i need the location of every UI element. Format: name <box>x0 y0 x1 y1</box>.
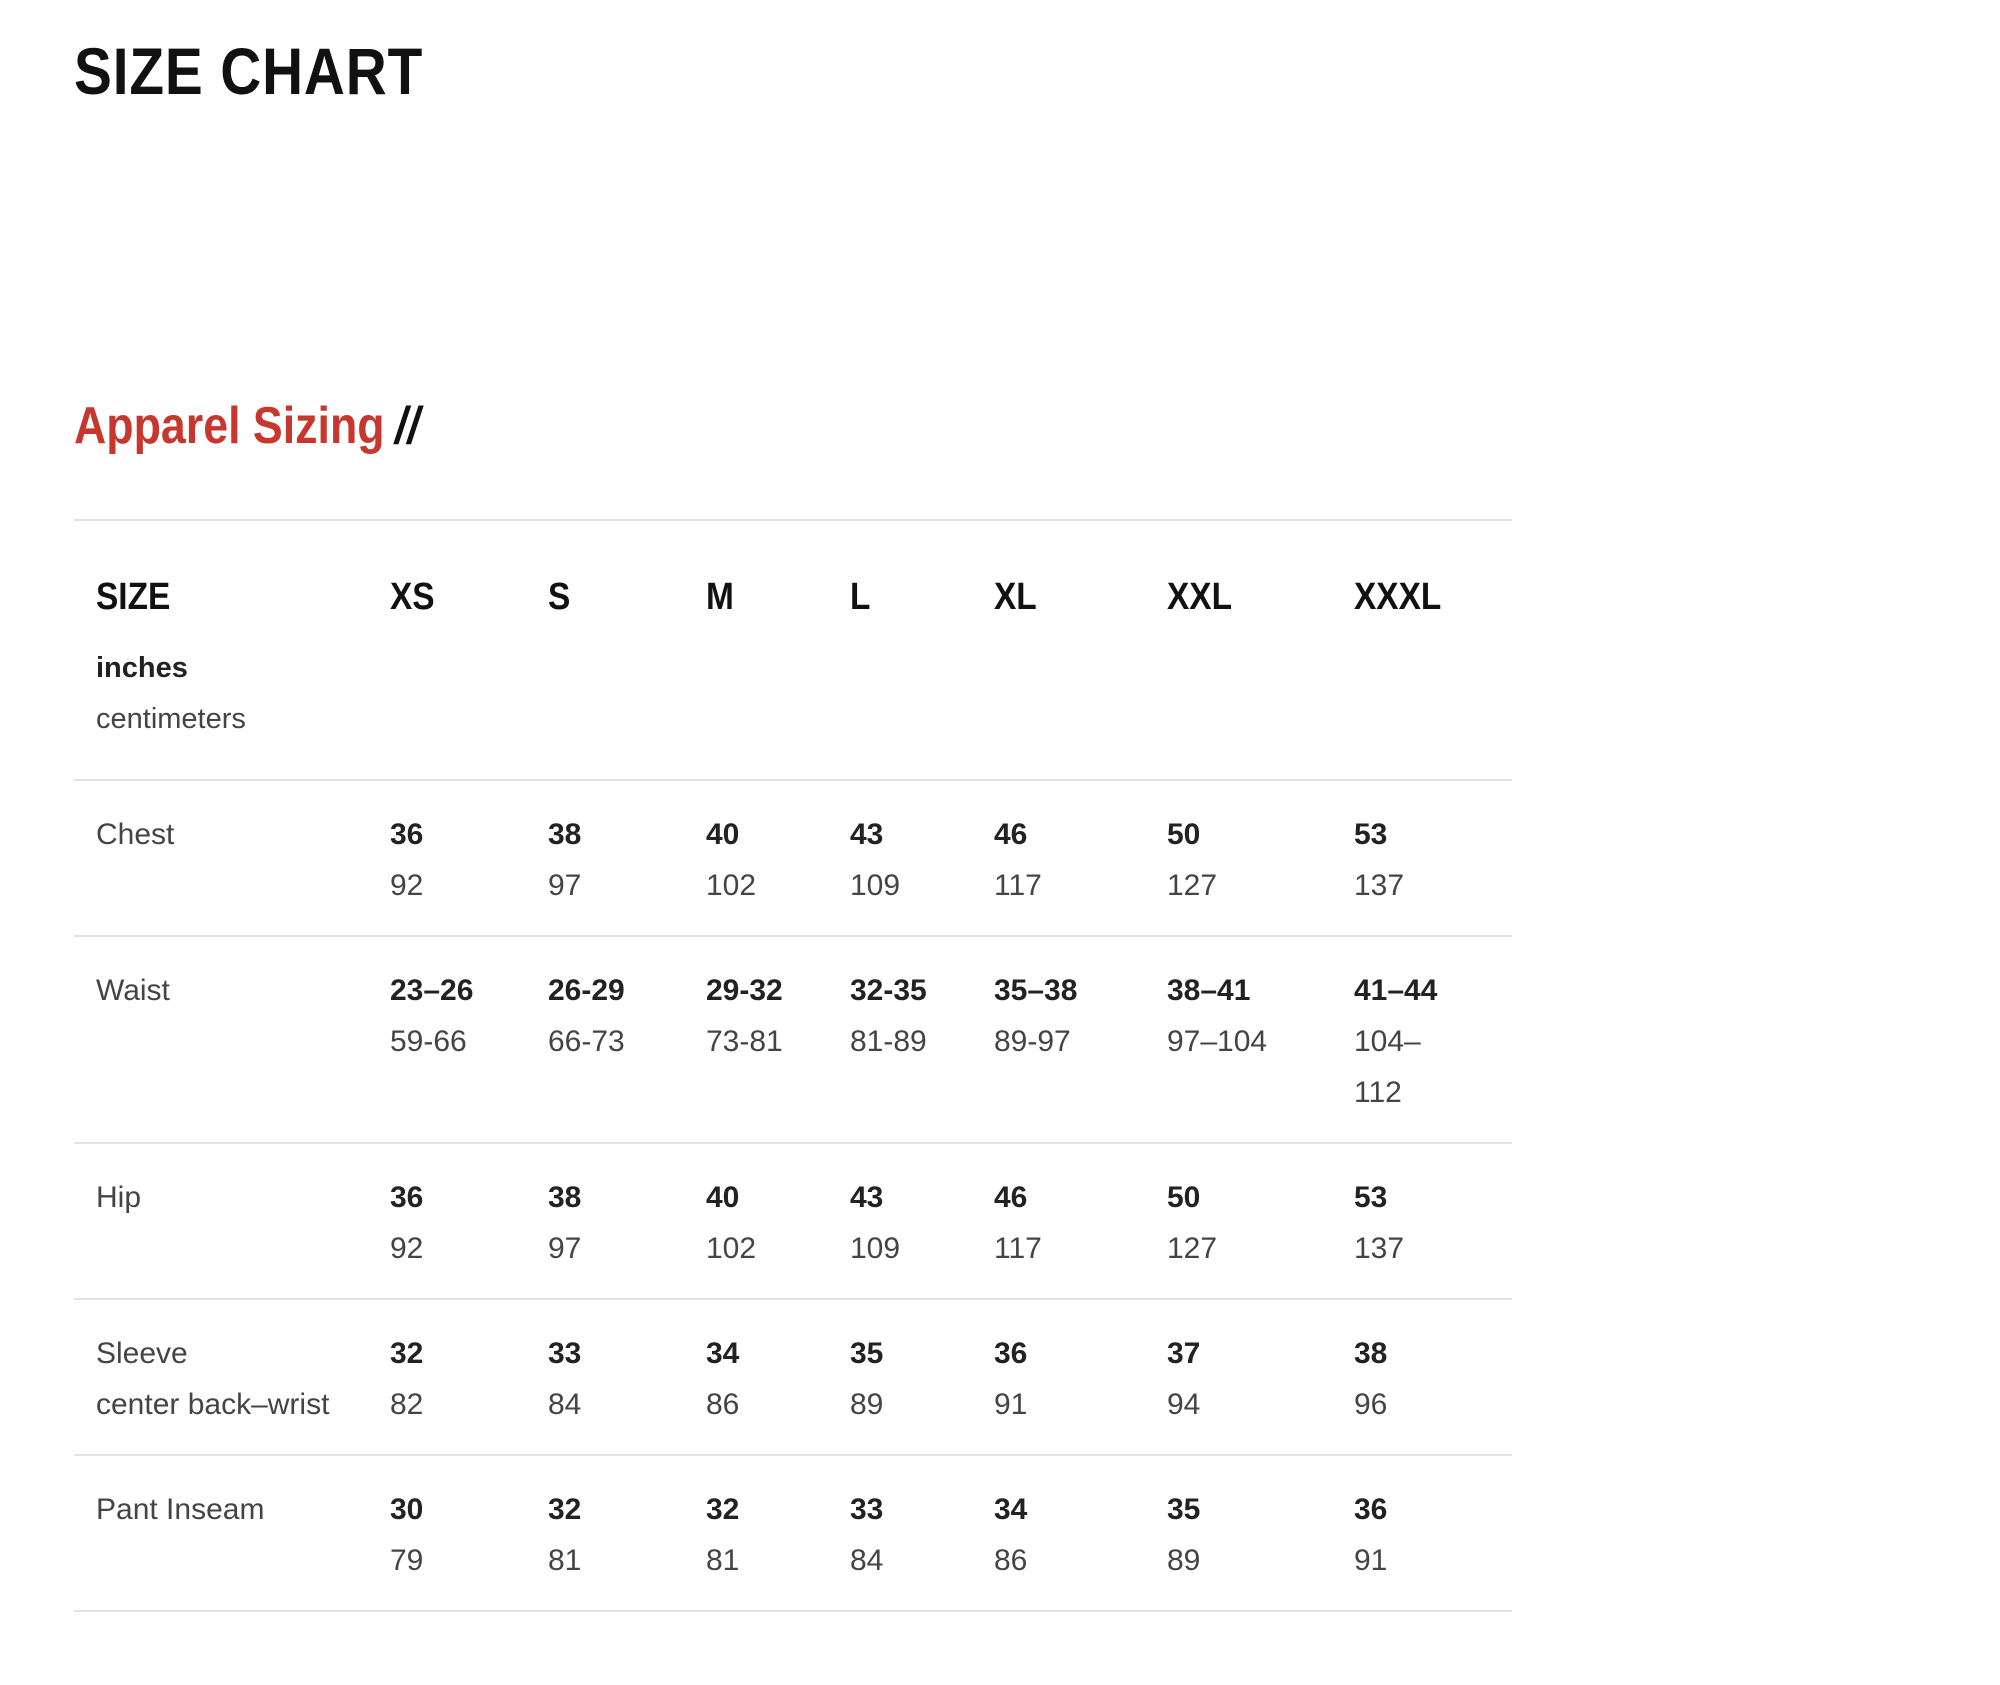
measurement-cell <box>548 780 706 936</box>
section-title-text: Apparel Sizing <box>74 397 385 455</box>
page-title: SIZE CHART <box>74 34 424 108</box>
table-row <box>74 1299 1512 1455</box>
measurement-cell <box>1354 1143 1512 1299</box>
measurement-cell <box>548 1299 706 1455</box>
measurement-cell <box>994 780 1167 936</box>
inches-value: 32 <box>548 1492 582 1526</box>
row-label-cell <box>74 780 390 936</box>
header-size-xxl <box>1167 520 1354 780</box>
measurement-cell <box>994 1455 1167 1611</box>
row-label: Pant Inseam <box>96 1492 265 1526</box>
size-column-heading: L <box>850 576 871 618</box>
size-column-heading: XXL <box>1167 576 1233 618</box>
header-size-l <box>850 520 994 780</box>
section-title-suffix: // <box>394 397 420 455</box>
measurement-cell <box>390 936 548 1143</box>
table-row <box>74 780 1512 936</box>
centimeters-value: 102 <box>706 868 757 902</box>
header-size-label: SIZE <box>96 576 171 618</box>
row-label: Sleeve <box>96 1336 188 1370</box>
inches-value: 36 <box>390 817 424 851</box>
centimeters-value: 79 <box>390 1543 424 1577</box>
measurement-cell <box>548 1455 706 1611</box>
inches-value: 50 <box>1167 1180 1201 1214</box>
measurement-cell <box>706 1455 850 1611</box>
row-label-cell <box>74 1455 390 1611</box>
measurement-cell <box>390 1299 548 1455</box>
inches-value: 43 <box>850 1180 884 1214</box>
centimeters-value: 84 <box>548 1387 582 1421</box>
centimeters-value: 104–112 <box>1354 1024 1421 1109</box>
centimeters-value: 84 <box>850 1543 884 1577</box>
centimeters-value: 109 <box>850 1231 901 1265</box>
row-label-cell <box>74 1143 390 1299</box>
measurement-cell <box>706 780 850 936</box>
measurement-cell <box>850 1455 994 1611</box>
table-header-row <box>74 520 1512 780</box>
centimeters-value: 91 <box>1354 1543 1388 1577</box>
centimeters-value: 127 <box>1167 868 1218 902</box>
inches-value: 26-29 <box>548 973 625 1007</box>
measurement-cell <box>850 1299 994 1455</box>
row-label: Hip <box>96 1180 142 1214</box>
table-row <box>74 936 1512 1143</box>
measurement-cell <box>706 1299 850 1455</box>
measurement-cell <box>548 1143 706 1299</box>
centimeters-value: 91 <box>994 1387 1028 1421</box>
section-title <box>74 397 420 455</box>
centimeters-value: 59-66 <box>390 1024 467 1058</box>
centimeters-value: 89-97 <box>994 1024 1071 1058</box>
inches-value: 41–44 <box>1354 973 1438 1007</box>
inches-value: 32 <box>390 1336 424 1370</box>
centimeters-value: 97–104 <box>1167 1024 1268 1058</box>
inches-value: 32 <box>706 1492 740 1526</box>
row-label-cell <box>74 936 390 1143</box>
inches-value: 35 <box>1167 1492 1201 1526</box>
header-label-cell <box>74 520 390 780</box>
measurement-cell <box>548 936 706 1143</box>
measurement-cell <box>1354 936 1512 1143</box>
centimeters-value: 94 <box>1167 1387 1201 1421</box>
size-column-heading: M <box>706 576 734 618</box>
inches-value: 29-32 <box>706 973 783 1007</box>
inches-value: 23–26 <box>390 973 474 1007</box>
centimeters-value: 81 <box>706 1543 740 1577</box>
centimeters-value: 66-73 <box>548 1024 625 1058</box>
inches-value: 30 <box>390 1492 424 1526</box>
size-column-heading: XS <box>390 576 435 618</box>
centimeters-value: 92 <box>390 868 424 902</box>
inches-value: 32-35 <box>850 973 927 1007</box>
measurement-cell <box>850 936 994 1143</box>
inches-value: 38 <box>548 817 582 851</box>
measurement-cell <box>390 1143 548 1299</box>
inches-value: 40 <box>706 1180 740 1214</box>
centimeters-value: 81 <box>548 1543 582 1577</box>
centimeters-value: 86 <box>706 1387 740 1421</box>
header-size-s <box>548 520 706 780</box>
measurement-cell <box>390 1455 548 1611</box>
centimeters-value: 117 <box>994 868 1042 902</box>
size-column-heading: XL <box>994 576 1037 618</box>
unit-inches-label: inches <box>96 651 188 684</box>
centimeters-value: 102 <box>706 1231 757 1265</box>
centimeters-value: 81-89 <box>850 1024 927 1058</box>
header-size-xxxl <box>1354 520 1512 780</box>
header-size-xs <box>390 520 548 780</box>
inches-value: 38–41 <box>1167 973 1251 1007</box>
measurement-cell <box>1167 780 1354 936</box>
inches-value: 33 <box>850 1492 884 1526</box>
inches-value: 36 <box>390 1180 424 1214</box>
inches-value: 53 <box>1354 817 1388 851</box>
header-size-m <box>706 520 850 780</box>
centimeters-value: 97 <box>548 1231 582 1265</box>
measurement-cell <box>850 1143 994 1299</box>
centimeters-value: 89 <box>1167 1543 1201 1577</box>
measurement-cell <box>994 936 1167 1143</box>
centimeters-value: 73-81 <box>706 1024 783 1058</box>
measurement-cell <box>994 1143 1167 1299</box>
measurement-cell <box>1354 1455 1512 1611</box>
centimeters-value: 117 <box>994 1231 1042 1265</box>
row-label: Waist <box>96 973 170 1007</box>
measurement-cell <box>1354 780 1512 936</box>
inches-value: 38 <box>548 1180 582 1214</box>
centimeters-value: 92 <box>390 1231 424 1265</box>
inches-value: 35–38 <box>994 973 1078 1007</box>
centimeters-value: 137 <box>1354 1231 1405 1265</box>
inches-value: 50 <box>1167 817 1201 851</box>
inches-value: 34 <box>706 1336 740 1370</box>
measurement-cell <box>850 780 994 936</box>
inches-value: 37 <box>1167 1336 1201 1370</box>
table-row <box>74 1143 1512 1299</box>
measurement-cell <box>390 780 548 936</box>
measurement-cell <box>706 936 850 1143</box>
centimeters-value: 127 <box>1167 1231 1218 1265</box>
measurement-cell <box>1167 1455 1354 1611</box>
measurement-cell <box>1167 1299 1354 1455</box>
size-column-heading: XXXL <box>1354 576 1442 618</box>
inches-value: 46 <box>994 817 1028 851</box>
inches-value: 46 <box>994 1180 1028 1214</box>
measurement-cell <box>1167 1143 1354 1299</box>
centimeters-value: 97 <box>548 868 582 902</box>
inches-value: 35 <box>850 1336 884 1370</box>
inches-value: 38 <box>1354 1336 1388 1370</box>
inches-value: 36 <box>1354 1492 1388 1526</box>
inches-value: 36 <box>994 1336 1028 1370</box>
measurement-cell <box>994 1299 1167 1455</box>
inches-value: 43 <box>850 817 884 851</box>
measurement-cell <box>706 1143 850 1299</box>
inches-value: 53 <box>1354 1180 1388 1214</box>
row-label: Chest <box>96 817 175 851</box>
centimeters-value: 96 <box>1354 1387 1388 1421</box>
table-row <box>74 1455 1512 1611</box>
size-table <box>74 519 1512 1612</box>
inches-value: 33 <box>548 1336 582 1370</box>
size-column-heading: S <box>548 576 571 618</box>
centimeters-value: 137 <box>1354 868 1405 902</box>
centimeters-value: 89 <box>850 1387 884 1421</box>
header-size-xl <box>994 520 1167 780</box>
measurement-cell <box>1354 1299 1512 1455</box>
centimeters-value: 82 <box>390 1387 424 1421</box>
inches-value: 40 <box>706 817 740 851</box>
row-label-cell <box>74 1299 390 1455</box>
centimeters-value: 109 <box>850 868 901 902</box>
inches-value: 34 <box>994 1492 1028 1526</box>
centimeters-value: 86 <box>994 1543 1028 1577</box>
measurement-cell <box>1167 936 1354 1143</box>
unit-centimeters-label: centimeters <box>96 702 246 735</box>
row-sublabel: center back–wrist <box>96 1387 330 1421</box>
